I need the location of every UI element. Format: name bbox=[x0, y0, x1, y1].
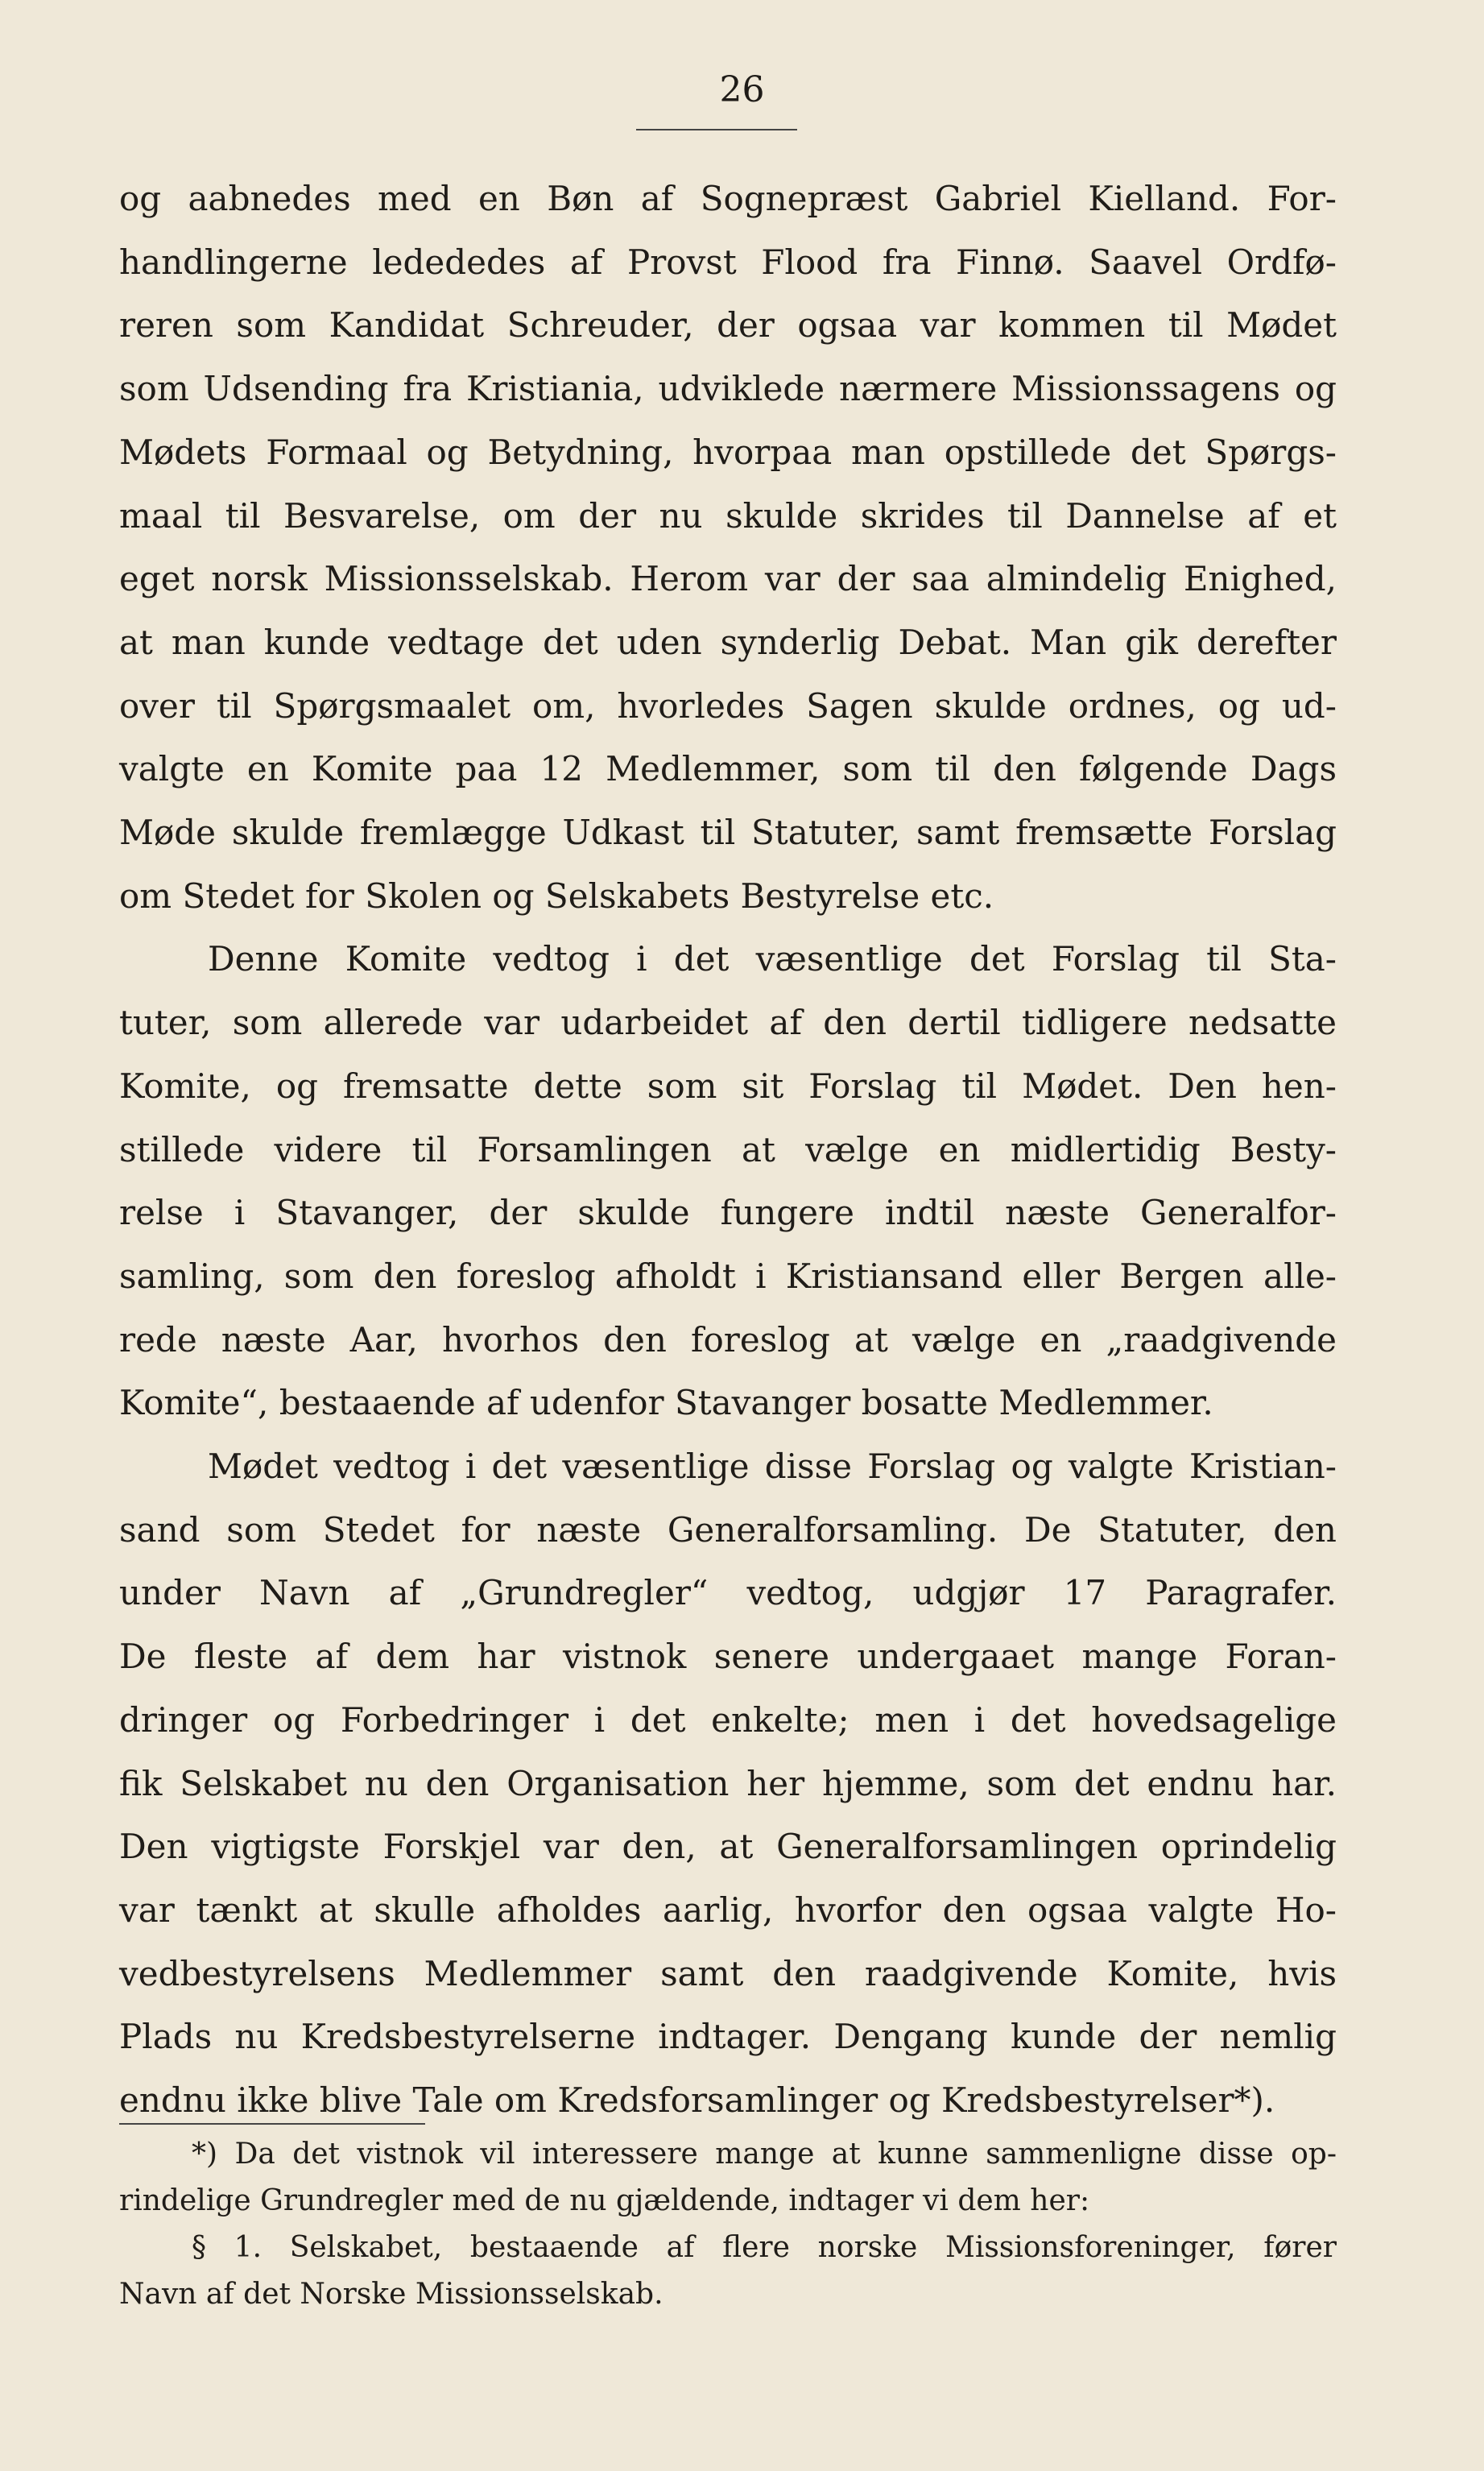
footnote-rule bbox=[119, 2123, 425, 2125]
footnote-line: Navn af det Norske Missionsselskab. bbox=[119, 2278, 663, 2311]
text-line: Plads nu Kredsbestyrelserne indtager. Dengang kunde der nemlig bbox=[119, 2017, 1337, 2057]
text-line: Denne Komite vedtog i det væsentlige det Forslag til Sta- bbox=[208, 939, 1337, 979]
text-line: stillede videre til Forsamlingen at vælge en midlertidig Besty- bbox=[119, 1129, 1337, 1169]
header-rule bbox=[636, 129, 797, 130]
text-line: relse i Stavanger, der skulde fungere indtil næste Generalfor- bbox=[119, 1193, 1337, 1233]
footnote-line: rindelige Grundregler med de nu gjældende, indtager vi dem her: bbox=[119, 2184, 1090, 2217]
text-line: valgte en Komite paa 12 Medlemmer, som til den følgende Dags bbox=[119, 749, 1337, 789]
text-line: at man kunde vedtage det uden synderlig Debat. Man gik derefter bbox=[119, 622, 1337, 662]
text-line: eget norsk Missionsselskab. Herom var der saa almindelig Enighed, bbox=[119, 559, 1337, 599]
text-line: Møde skulde fremlægge Udkast til Statuter, samt fremsætte Forslag bbox=[119, 813, 1337, 853]
text-line: over til Spørgsmaalet om, hvorledes Sagen skulde ordnes, og ud- bbox=[119, 685, 1337, 726]
text-line: maal til Besvarelse, om der nu skulde skrides til Dannelse af et bbox=[119, 495, 1337, 536]
footnote bbox=[119, 2131, 1337, 2318]
text-line: dringer og Forbedringer i det enkelte; men i det hovedsagelige bbox=[119, 1699, 1337, 1740]
text-line: reren som Kandidat Schreuder, der ogsaa var kommen til Mødet bbox=[119, 305, 1337, 346]
text-line: Den vigtigste Forskjel var den, at Generalforsamlingen oprindelig bbox=[119, 1827, 1337, 1867]
text-line: var tænkt at skulle afholdes aarlig, hvorfor den ogsaa valgte Ho- bbox=[119, 1889, 1337, 1930]
page-number: 26 bbox=[719, 69, 765, 110]
body-text bbox=[119, 168, 1337, 2133]
footnote-line: § 1. Selskabet, bestaaende af flere norske Missionsforeninger, fører bbox=[192, 2231, 1337, 2264]
text-line: rede næste Aar, hvorhos den foreslog at vælge en „raadgivende bbox=[119, 1319, 1337, 1360]
text-line: handlingerne ledededes af Provst Flood fra Finnø. Saavel Ordfø- bbox=[119, 242, 1337, 282]
text-line: under Navn af „Grundregler“ vedtog, udgjør 17 Paragrafer. bbox=[119, 1573, 1337, 1613]
text-line: Komite“, bestaaende af udenfor Stavanger bosatte Medlemmer. bbox=[119, 1383, 1213, 1423]
text-line: samling, som den foreslog afholdt i Kristiansand eller Bergen alle- bbox=[119, 1256, 1337, 1296]
paragraph-3 bbox=[119, 1435, 1337, 2133]
text-line: og aabnedes med en Bøn af Sognepræst Gabriel Kielland. For- bbox=[119, 179, 1337, 218]
paragraph-1 bbox=[119, 168, 1337, 928]
paragraph-2 bbox=[119, 928, 1337, 1435]
footnote-line: *) Da det vistnok vil interessere mange at kunne sammenligne disse op- bbox=[192, 2138, 1337, 2171]
text-line: tuter, som allerede var udarbeidet af den dertil tidligere nedsatte bbox=[119, 1003, 1337, 1043]
text-line: Mødet vedtog i det væsentlige disse Forslag og valgte Kristian- bbox=[208, 1447, 1337, 1487]
text-line: De fleste af dem har vistnok senere undergaaet mange Foran- bbox=[119, 1637, 1337, 1677]
text-line: Mødets Formaal og Betydning, hvorpaa man opstillede det Spørgs- bbox=[119, 432, 1337, 472]
text-line: endnu ikke blive Tale om Kredsforsamlinger og Kredsbestyrelser*). bbox=[119, 2080, 1275, 2121]
text-line: sand som Stedet for næste Generalforsamling. De Statuter, den bbox=[119, 1509, 1337, 1550]
text-line: vedbestyrelsens Medlemmer samt den raadgivende Komite, hvis bbox=[119, 1953, 1337, 1993]
text-line: som Udsending fra Kristiania, udviklede nærmere Missionssagens og bbox=[119, 369, 1337, 409]
text-line: om Stedet for Skolen og Selskabets Bestyrelse etc. bbox=[119, 875, 994, 916]
text-line: fik Selskabet nu den Organisation her hjemme, som det endnu har. bbox=[119, 1763, 1337, 1803]
text-line: Komite, og fremsatte dette som sit Forslag til Mødet. Den hen- bbox=[119, 1066, 1337, 1106]
